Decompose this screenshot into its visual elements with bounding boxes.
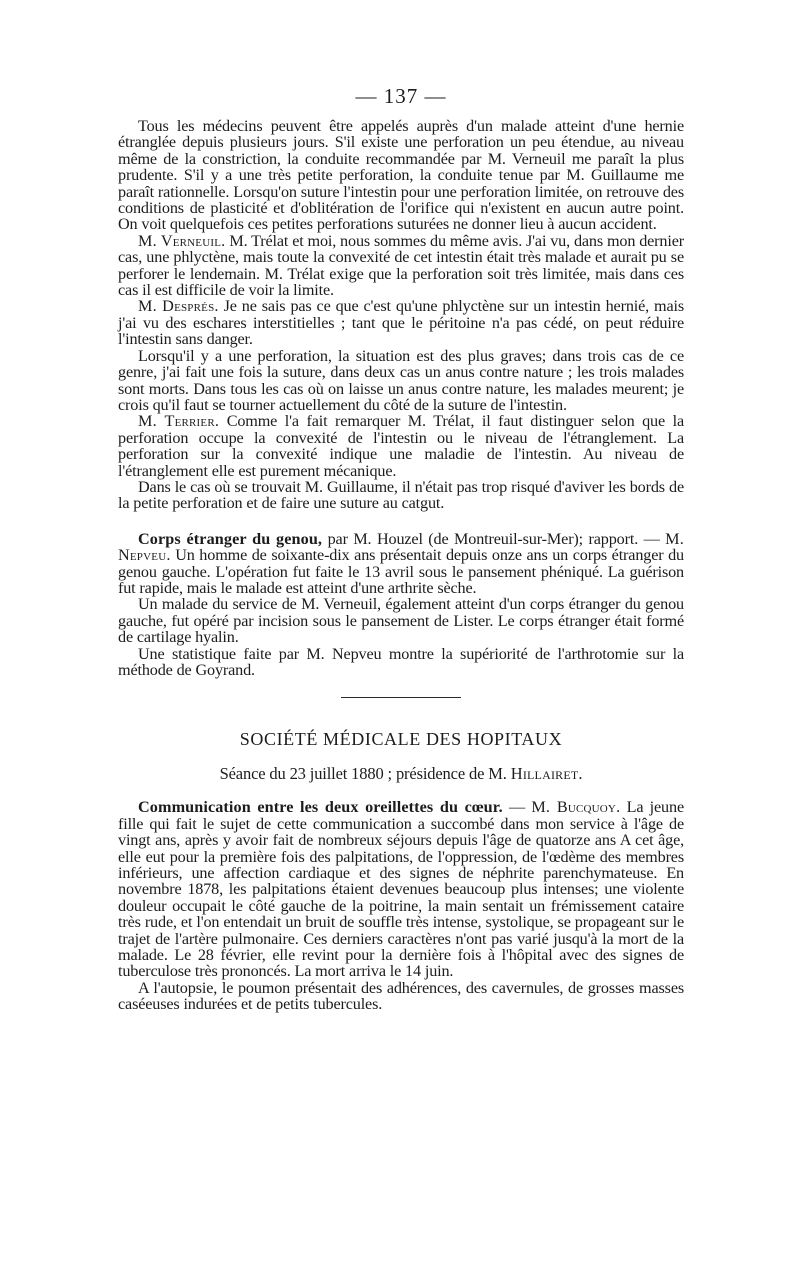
paragraph: Lorsqu'il y a une perforation, la situation est des plus graves; dans trois cas de ce genre, j'ai fait une fois la suture, dans deux cas un anus contre nature ; les trois malades sont morts. Dans tous les cas où on laisse un anus contre nature, les malades meurent; je crois qu'il faut se tourner actuellement du côté de la suture de l'intestin. — [118, 346, 684, 414]
paragraph: M. Després. Je ne sais pas ce que c'est qu'une phlyctène sur un intestin hernié, mais j'ai vu des eschares interstitielles ; tant que le péritoine n'a pas cédé, on peut réduire l'intestin sans danger. — [118, 297, 684, 349]
speaker-name: M. Verneuil. — [138, 231, 226, 250]
paragraph: M. Verneuil. M. Trélat et moi, nous sommes du même avis. J'ai vu, dans mon dernier cas, une phlyctène, mais toute la convexité de cet intestin était très malade et aurait pu se perforer le lendemain. M. Trélat exige que la perforation soit très limitée, mais dans ces cas il est difficile de voir la limite. — [118, 231, 684, 300]
society-heading: SOCIÉTÉ MÉDICALE DES HOPITAUX — [239, 729, 563, 750]
speaker-name: M. Bucquoy. — [531, 798, 621, 817]
knee-foreign-body-section — [118, 531, 684, 679]
section-divider — [341, 697, 461, 698]
paragraph: Un malade du service de M. Verneuil, également atteint d'un corps étranger du genou gauche, fut opéré par incision sous le pansement de Lister. Le corps étranger était formé de cartilage hyalin. — [118, 595, 684, 647]
president-name: Hillairet — [510, 764, 579, 784]
document-page — [118, 84, 684, 1013]
paragraph: M. Terrier. Comme l'a fait remarquer M. Trélat, il faut distinguer selon que la perforation occupe la convexité de l'intestin ou le niveau de l'étranglement. La perforation sur la convexité indique une maladie de l'intestin. Au niveau de l'étranglement elle est purement mécanique. — [118, 412, 684, 480]
page-number: — 137 — — [355, 84, 447, 108]
speaker-name: M. Després. — [138, 297, 219, 316]
paragraph: A l'autopsie, le poumon présentait des adhérences, des cavernules, de grosses masses caséeuses indurées et de petits tubercules. — [118, 978, 684, 1014]
speaker-name: M. Terrier. — [138, 412, 220, 431]
paragraph: Tous les médecins peuvent être appelés auprès d'un malade atteint d'une hernie étranglée depuis plusieurs jours. S'il existe une perforation un peu étendue, au niveau même de la constriction, la conduite recommandée par M. Verneuil me paraît la plus prudente. S'il y a une très petite perforation, la conduite tenue par M. Guillaume me paraît rationnelle. Lorsqu'on suture l'intestin pour une perforation limitée, on retrouve des conditions de plasticité et d'oblitération de l'orifice qui n'existent en aucun autre point. On voit quelquefois ces petites perforations suturées ne donner lieu à aucun accident. — [118, 117, 684, 234]
paragraph: Une statistique faite par M. Nepveu montre la supériorité de l'arthrotomie sur la méthode de Goyrand. — [118, 644, 684, 679]
hernia-discussion — [118, 118, 684, 512]
section-title: Corps étranger du genou, — [138, 529, 323, 548]
section-title: Communication entre les deux oreillettes du cœur. — [138, 798, 503, 817]
paragraph: Dans le cas où se trouvait M. Guillaume, il n'était pas trop risqué d'aviver les bords de la petite perforation et de faire une suture au catgut. — [118, 477, 684, 513]
atria-communication-section — [118, 799, 684, 1012]
section-spacer — [118, 512, 684, 531]
session-line: Séance du 23 juillet 1880 ; présidence de M. Hillairet. — [219, 764, 583, 784]
paragraph: Corps étranger du genou, par M. Houzel (de Montreuil-sur-Mer); rapport. — M. Nepveu. Un homme de soixante-dix ans présentait depuis onze ans un corps étranger du genou gauche. L'opération fut faite le 13 avril sous le pansement phéniqué. La guérison fut rapide, mais le malade est atteint d'une arthrite sèche. — [118, 529, 684, 597]
paragraph: Communication entre les deux oreillettes du cœur. — M. Bucquoy. La jeune fille qui fait le sujet de cette communication a succombé dans mon service à l'âge de vingt ans, après y avoir fait de nombreux séjours depuis l'âge de quatorze ans A cet âge, elle eut pour la première fois des palpitations, de l'oppression, de l'œdème des membres inférieurs, une affection cardiaque et des signes de néphrite parenchymateuse. En novembre 1878, les palpitations étaient devenues beaucoup plus intenses; une violente douleur occupait le côté gauche de la poitrine, la main sentait un frémissement cataire très rude, et l'on entendait un bruit de souffle très intense, systolique, se propageant sur le trajet de l'artère pulmonaire. Ces derniers caractères n'ont pas varié jusqu'à la mort de la malade. Le 28 février, elle revint pour la dernière fois à l'hôpital avec des signes de tuberculose très prononcés. La mort arriva le 14 juin. — [118, 798, 684, 981]
speaker-name: M. Nepveu. — [118, 529, 684, 565]
